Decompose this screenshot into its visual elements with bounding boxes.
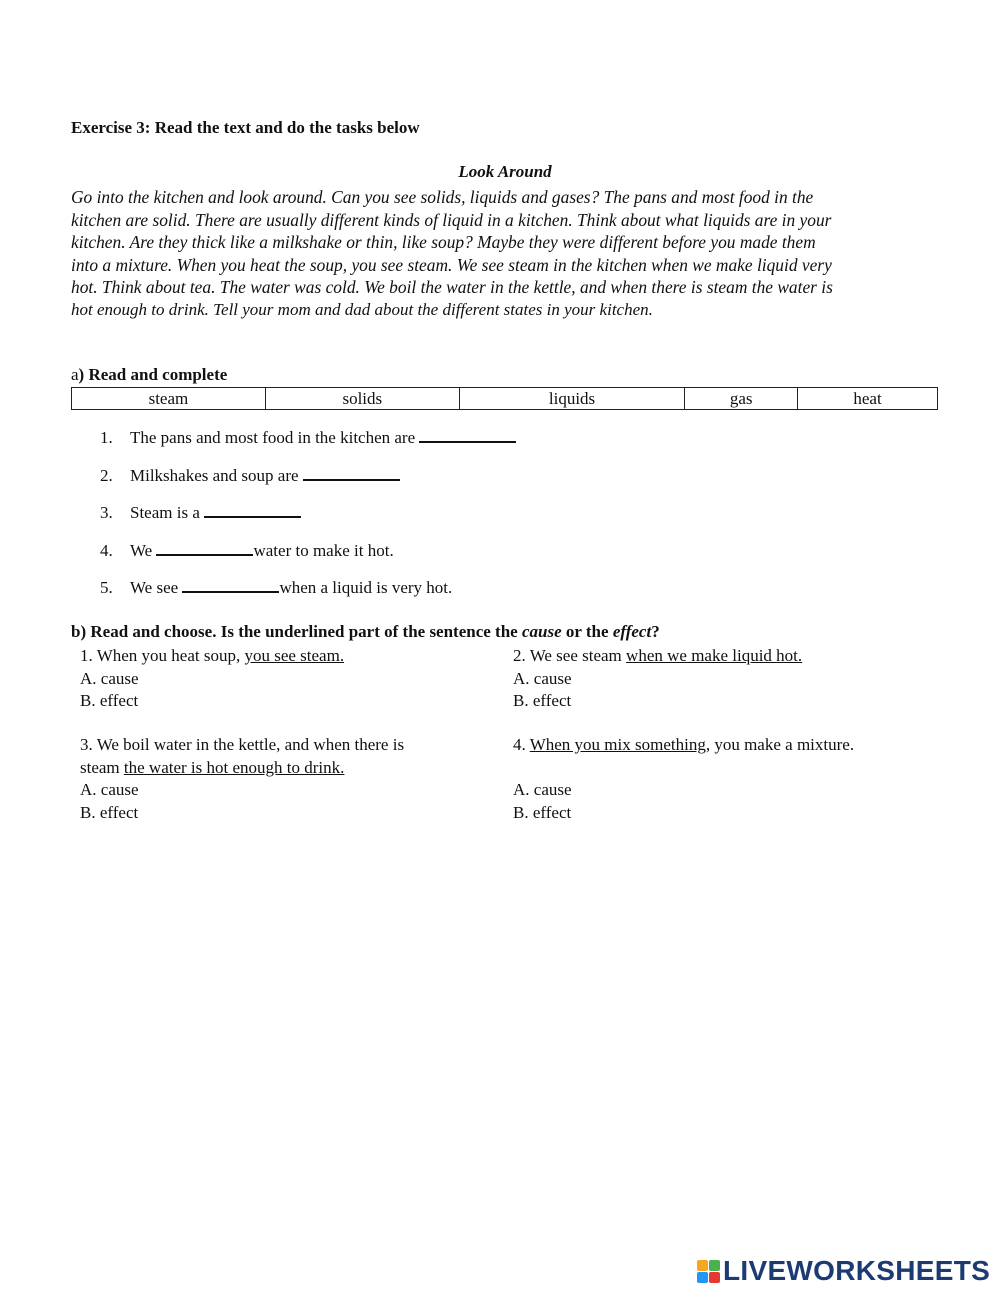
- question-number: 3.: [100, 503, 113, 522]
- section-a-letter: a: [71, 365, 79, 384]
- spacer: [513, 757, 854, 780]
- story-title: Look Around: [458, 162, 552, 181]
- liveworksheets-logo: [697, 1255, 990, 1287]
- story-line: hot. Think about tea. The water was cold. We boil the water in the kettle, and when there is steam the water is: [71, 277, 833, 297]
- option-cause[interactable]: A. cause: [513, 780, 572, 799]
- logo-square: [697, 1260, 708, 1271]
- word-bank-item: heat: [798, 388, 938, 410]
- choice-item-4: [513, 734, 854, 824]
- question-text: We see: [130, 578, 183, 597]
- logo-text: LIVEWORKSHEETS: [723, 1255, 991, 1286]
- story-line: kitchen are solid. There are usually different kinds of liquid in a kitchen. Think about what liquids are in your: [71, 209, 832, 230]
- underlined-part: When you mix something: [529, 735, 706, 754]
- answer-blank[interactable]: [303, 463, 400, 481]
- choice-item-2: [513, 645, 802, 713]
- answer-blank[interactable]: [204, 500, 301, 518]
- word-bank: [71, 387, 938, 410]
- exercise-title: Exercise 3: Read the text and do the tasks below: [71, 118, 420, 137]
- question-number: 1.: [100, 428, 113, 447]
- question-text-after: when a liquid is very hot.: [279, 578, 453, 597]
- option-effect[interactable]: B. effect: [513, 802, 572, 822]
- question-text: We: [130, 540, 157, 560]
- sentence-text-after: , you make a mixture.: [705, 735, 855, 754]
- question-text: The pans and most food in the kitchen are: [130, 428, 420, 447]
- section-a-heading: [71, 365, 227, 385]
- answer-blank[interactable]: [156, 538, 253, 556]
- logo-square: [697, 1272, 708, 1283]
- story-line: into a mixture. When you heat the soup, you see steam. We see steam in the kitchen when we make liquid very: [71, 254, 832, 275]
- section-b-title: b) Read and choose. Is the underlined part of the sentence the: [71, 622, 522, 641]
- underlined-part: you see steam.: [244, 646, 345, 665]
- logo-mark-icon: [697, 1260, 720, 1283]
- choice-item-1: [80, 645, 344, 713]
- option-effect[interactable]: B. effect: [513, 691, 572, 710]
- choice-item-3: [80, 734, 404, 824]
- section-b-title-end: ?: [651, 622, 660, 641]
- question-3: [100, 500, 516, 538]
- answer-blank[interactable]: [182, 575, 279, 593]
- choice-sentence: [80, 757, 404, 780]
- sentence-text: steam: [80, 757, 124, 777]
- answer-blank[interactable]: [419, 425, 516, 443]
- word-bank-item: solids: [265, 388, 459, 410]
- sentence-text: 1. When you heat soup,: [80, 646, 245, 665]
- question-4: [100, 538, 516, 576]
- option-cause[interactable]: A. cause: [513, 668, 572, 688]
- choice-sentence-line1: 3. We boil water in the kettle, and when there is: [80, 735, 405, 754]
- choice-sentence: [513, 645, 802, 668]
- underlined-part: when we make liquid hot.: [626, 646, 803, 665]
- story-line: Go into the kitchen and look around. Can you see solids, liquids and gases? The pans and most food in the: [71, 187, 814, 207]
- option-cause[interactable]: A. cause: [80, 668, 139, 688]
- choice-sentence: [513, 734, 854, 757]
- completion-questions: [100, 425, 516, 613]
- question-number: 4.: [100, 540, 113, 560]
- question-text: Steam is a: [130, 503, 205, 522]
- logo-square: [709, 1260, 720, 1271]
- story-line: kitchen. Are they thick like a milkshake or thin, like soup? Maybe they were different before you made them: [71, 232, 816, 252]
- option-cause[interactable]: A. cause: [80, 780, 139, 799]
- question-number: 2.: [100, 465, 113, 485]
- word-bank-item: liquids: [459, 388, 684, 410]
- question-5: [100, 575, 516, 613]
- underlined-part: the water is hot enough to drink.: [123, 757, 345, 777]
- cause-word: cause: [521, 622, 562, 641]
- question-number: 5.: [100, 578, 113, 597]
- word-bank-item: gas: [685, 388, 798, 410]
- sentence-text: 4.: [513, 735, 530, 754]
- question-text: Milkshakes and soup are: [130, 465, 303, 485]
- section-b-heading: [71, 622, 660, 642]
- question-1: [100, 425, 516, 463]
- section-b-title-mid: or the: [561, 622, 613, 641]
- story-text: [71, 186, 941, 321]
- option-effect[interactable]: B. effect: [80, 802, 139, 822]
- option-effect[interactable]: B. effect: [80, 691, 139, 710]
- question-2: [100, 463, 516, 501]
- choice-sentence: [80, 645, 344, 668]
- word-bank-item: steam: [72, 388, 266, 410]
- story-line: hot enough to drink. Tell your mom and dad about the different states in your kitchen.: [71, 299, 653, 319]
- logo-square: [709, 1272, 720, 1283]
- question-text-after: water to make it hot.: [253, 540, 394, 560]
- section-a-title: ) Read and complete: [78, 365, 228, 384]
- sentence-text: 2. We see steam: [513, 646, 627, 665]
- effect-word: effect: [612, 622, 652, 641]
